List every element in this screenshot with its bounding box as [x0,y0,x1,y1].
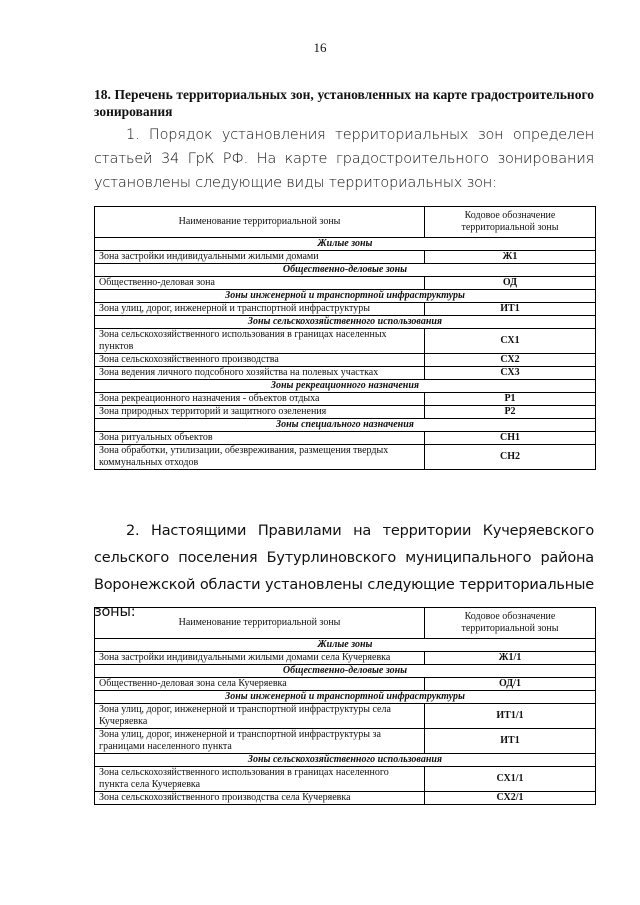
zone-group-row [95,419,596,432]
zone-group-row [95,380,596,393]
zone-code-cell: Р2 [425,406,596,419]
zone-name-cell: Общественно-деловая зона [95,277,425,290]
table-row [95,354,596,367]
zone-name-cell: Зона сельскохозяйственного производства села Кучеряевка [95,792,425,805]
zone-group-title: Зоны сельскохозяйственного использования [95,754,596,767]
zone-name-cell: Общественно-деловая зона села Кучеряевка [95,678,425,691]
zone-name-cell: Зона ритуальных объектов [95,432,425,445]
table-row [95,652,596,665]
table-row [95,277,596,290]
table-row [95,704,596,729]
table-header-row [95,608,596,639]
zone-code-cell: СН2 [425,445,596,470]
zone-group-row [95,754,596,767]
zone-name-cell: Зона застройки индивидуальными жилыми домами [95,251,425,264]
zone-group-title: Зоны рекреационного назначения [95,380,596,393]
zone-code-cell: ИТ1 [425,729,596,754]
table-row [95,406,596,419]
zone-name-cell: Зона улиц, дорог, инженерной и транспортной инфраструктуры за границами населенного пункта [95,729,425,754]
zone-code-cell: ИТ1 [425,303,596,316]
paragraph-2: 2. Настоящими Правилами на территории Кучеряевского сельского поселения Бутурлиновского муниципального района Воронежской области установлены следующие территориальные зоны: [94,523,594,620]
table-row [95,393,596,406]
zone-name-cell: Зона застройки индивидуальными жилыми домами села Кучеряевка [95,652,425,665]
zone-group-title: Общественно-деловые зоны [95,665,596,678]
zone-group-title: Зоны инженерной и транспортной инфраструктуры [95,290,596,303]
zone-name-cell: Зона сельскохозяйственного использования в границах населенного пункта села Кучеряевка [95,767,425,792]
zone-group-title: Зоны специального назначения [95,419,596,432]
table-row [95,329,596,354]
zone-group-row [95,290,596,303]
table-row [95,445,596,470]
zone-group-row [95,665,596,678]
zones-table-general [94,206,596,470]
table-row [95,792,596,805]
zone-group-title: Общественно-деловые зоны [95,264,596,277]
section-heading: 18. Перечень территориальных зон, установленных на карте градостроительного зонирования [94,87,594,119]
zone-name-cell: Зона улиц, дорог, инженерной и транспортной инфраструктуры села Кучеряевка [95,704,425,729]
zone-name-cell: Зона обработки, утилизации, обезвреживания, размещения твердых коммунальных отходов [95,445,425,470]
table-row [95,729,596,754]
zone-code-cell: Р1 [425,393,596,406]
zone-name-cell: Зона природных территорий и защитного озеленения [95,406,425,419]
zone-code-cell: ИТ1/1 [425,704,596,729]
column-header-name: Наименование территориальной зоны [95,207,425,238]
column-header-code: Кодовое обозначение территориальной зоны [425,207,596,238]
table-row [95,367,596,380]
zone-name-cell: Зона сельскохозяйственного использования в границах населенных пунктов [95,329,425,354]
column-header-code: Кодовое обозначение территориальной зоны [425,608,596,639]
zone-group-row [95,238,596,251]
zone-group-title: Жилые зоны [95,639,596,652]
zone-group-row [95,264,596,277]
table-row [95,767,596,792]
zone-group-title: Зоны инженерной и транспортной инфраструктуры [95,691,596,704]
table-row [95,303,596,316]
page-number: 16 [313,40,327,55]
zones-table-settlement [94,607,596,805]
zone-group-title: Зоны сельскохозяйственного использования [95,316,596,329]
table-row [95,251,596,264]
zone-code-cell: СХ2 [425,354,596,367]
table-header-row [95,207,596,238]
zone-name-cell: Зона сельскохозяйственного производства [95,354,425,367]
paragraph-1: 1. Порядок установления территориальных зон определен статьей 34 ГрК РФ. На карте градостроительного зонирования установлены следующие виды территориальных зон: [94,127,594,191]
zone-group-row [95,316,596,329]
zone-name-cell: Зона улиц, дорог, инженерной и транспортной инфраструктуры [95,303,425,316]
zone-code-cell: СН1 [425,432,596,445]
zone-group-row [95,639,596,652]
column-header-name: Наименование территориальной зоны [95,608,425,639]
zone-group-title: Жилые зоны [95,238,596,251]
zone-code-cell: ОД/1 [425,678,596,691]
zone-name-cell: Зона рекреационного назначения - объектов отдыха [95,393,425,406]
zone-code-cell: СХ3 [425,367,596,380]
zone-code-cell: Ж1/1 [425,652,596,665]
table-row [95,432,596,445]
zone-name-cell: Зона ведения личного подсобного хозяйства на полевых участках [95,367,425,380]
zone-code-cell: СХ2/1 [425,792,596,805]
table-row [95,678,596,691]
zone-code-cell: СХ1/1 [425,767,596,792]
zone-code-cell: ОД [425,277,596,290]
zone-code-cell: СХ1 [425,329,596,354]
zone-group-row [95,691,596,704]
zone-code-cell: Ж1 [425,251,596,264]
